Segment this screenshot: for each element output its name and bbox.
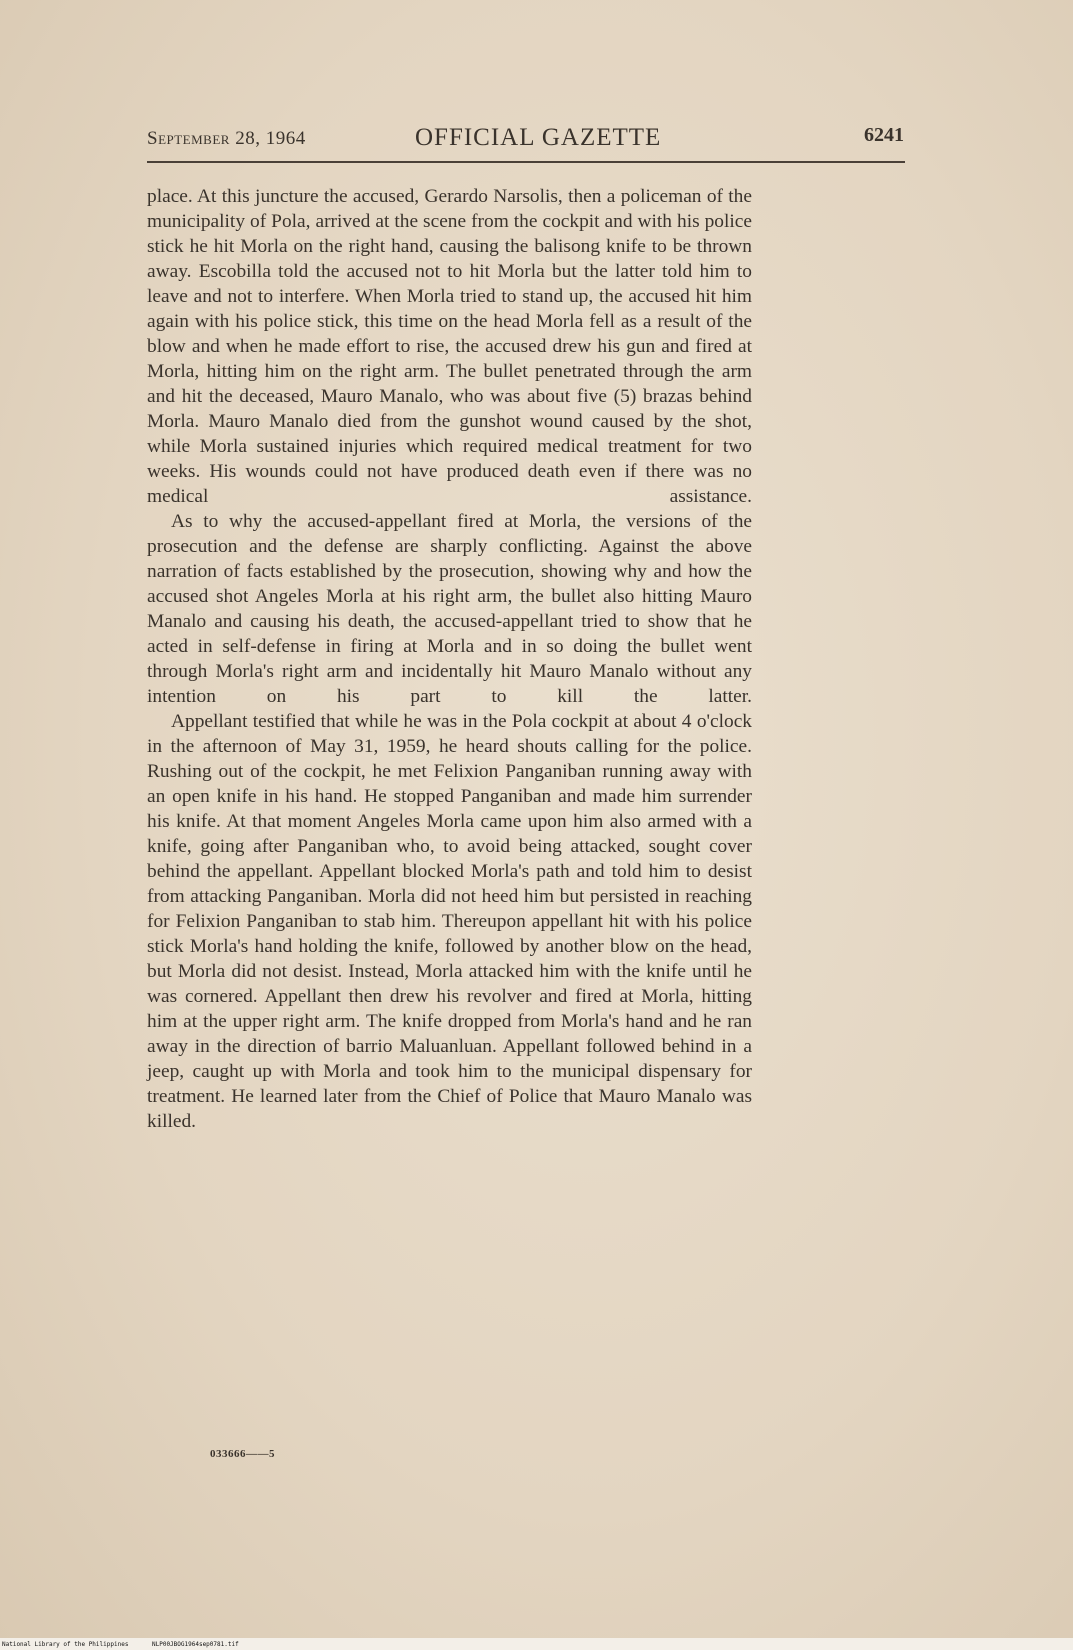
page-number: 6241 (864, 124, 904, 146)
paragraph: Appellant testified that while he was in the Pola cockpit at about 4 o'clock in the afternoon of May 31, 1959, he heard shouts calling for the police. Rushing out of the cockpit, he met Felixion Panganiban running away with an open knife in his hand. He stopped Panganiban and made him surrender his knife. At that moment Angeles Morla came upon him also armed with a knife, going after Panganiban who, to avoid being attacked, sought cover behind the appellant. Appellant blocked Morla's path and told him to desist from attacking Panganiban. Morla did not heed him but persisted in reaching for Felixion Panganiban to stab him. Thereupon appellant hit with his police stick Morla's hand holding the knife, followed by another blow on the head, but Morla did not desist. Instead, Morla attacked him with the knife until he was cornered. Appellant then drew his revolver and fired at Morla, hitting him at the upper right arm. The knife dropped from Morla's hand and he ran away in the direction of barrio Maluanluan. Appellant followed behind in a jeep, caught up with Morla and took him to the municipal dispensary for treatment. He learned later from the Chief of Police that Mauro Manalo was killed. (147, 711, 752, 1132)
print-code: 033666——5 (210, 1448, 275, 1460)
page-header (147, 124, 904, 160)
issue-date: September 28, 1964 (147, 128, 306, 149)
publication-title: OFFICIAL GAZETTE (415, 124, 662, 151)
paragraph: place. At this juncture the accused, Gerardo Narsolis, then a policeman of the municipality of Pola, arrived at the scene from the cockpit and with his police stick he hit Morla on the right hand, causing the balisong knife to be thrown away. Escobilla told the accused not to hit Morla but the latter told him to leave and not to interfere. When Morla tried to stand up, the accused hit him again with his police stick, this time on the head Morla fell as a result of the blow and when he made effort to rise, the accused drew his gun and fired at Morla, hitting him on the right arm. The bullet penetrated through the arm and hit the deceased, Mauro Manalo, who was about five (5) brazas behind Morla. Mauro Manalo died from the gunshot wound caused by the shot, while Morla sustained injuries which required medical treatment for two weeks. His wounds could not have produced death even if there was no medical assistance. (147, 186, 752, 507)
scan-footer (0, 1638, 1073, 1650)
library-credit: National Library of the Philippines (2, 1641, 129, 1648)
header-rule (147, 161, 905, 163)
body-text (147, 184, 752, 1134)
scan-filename: NLP00JBOG1964sep0781.tif (152, 1641, 239, 1648)
paragraph: As to why the accused-appellant fired at Morla, the versions of the prosecution and the defense are sharply conflicting. Against the above narration of facts established by the prosecution, showing why and how the accused shot Angeles Morla at his right arm, the bullet also hitting Mauro Manalo and causing his death, the accused-appellant tried to show that he acted in self-defense in firing at Morla and in so doing the bullet went through Morla's right arm and incidentally hit Mauro Manalo without any intention on his part to kill the latter. (147, 511, 752, 707)
